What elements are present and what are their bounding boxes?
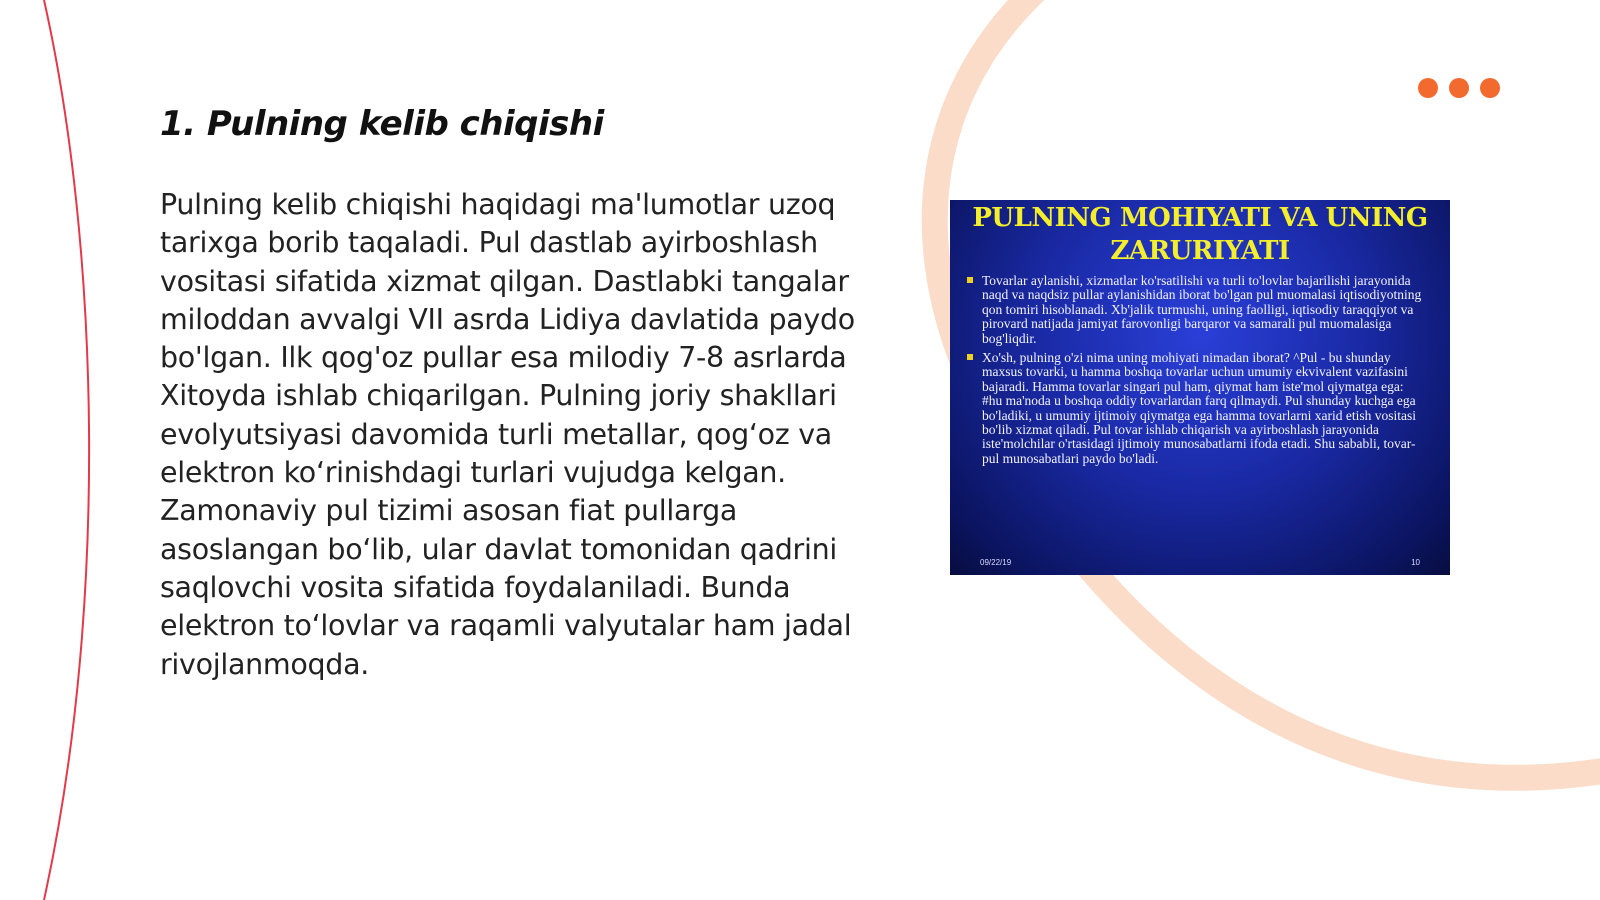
dot bbox=[1449, 78, 1469, 98]
dot bbox=[1480, 78, 1500, 98]
slide-body-text: Pulning kelib chiqishi haqidagi ma'lumotlar uzoq tarixga borib taqaladi. Pul dastlab ayirboshlash vositasi sifatida xizmat qilgan. Dastlabki tangalar miloddan avvalgi VII asrda Lidiya davlatida paydo bo'lgan. Ilk qog'oz pullar esa milodiy 7-8 asrlarda Xitoyda ishlab chiqarilgan. Pulning joriy shakllari evolyutsiyasi davomida turli metallar, qog‘oz va elektron ko‘rinishdagi turlari vujudga kelgan. Zamonaviy pul tizimi asosan fiat pullarga asoslangan bo‘lib, ular davlat tomonidan qadrini saqlovchi vosita sifatida foydalaniladi. Bunda elektron to‘lovlar va raqamli valyutalar ham jadal rivojlanmoqda. bbox=[160, 188, 855, 681]
dots-decoration bbox=[1418, 78, 1500, 98]
image-bullet: Tovarlar aylanishi, xizmatlar ko'rsatilishi va turli to'lovlar bajarilishi jarayonida naqd va naqdsiz pullar aylanishidan iborat bo'lgan pul muomalasi iqtisodiyotning qon tomiri hisoblanadi. Xb'jalik turmushi, uning faolligi, iqtisodiy taraqqiyot va pirovard natijada jamiyat farovonligi barqaror va samarali pul muomalasiga bog'liqdir. bbox=[982, 274, 1426, 346]
slide-title: 1. Pulning kelib chiqishi bbox=[160, 104, 604, 144]
image-title: PULNING MOHIYATI VA UNING ZARURIYATI bbox=[972, 203, 1428, 266]
image-date: 09/22/19 bbox=[980, 558, 1012, 567]
left-curve-line bbox=[44, 0, 89, 900]
dot bbox=[1418, 78, 1438, 98]
image-bullet-list bbox=[950, 274, 1450, 466]
image-bullet: Xo'sh, pulning o'zi nima uning mohiyati nimadan iborat? ^Pul - bu shunday maxsus tovarki, u hamma boshqa tovarlar uchun umumiy ekvivalent vazifasini bajaradi. Hamma tovarlar singari pul ham, qiymat ham iste'mol qiymatga ega: #hu ma'noda u boshqa oddiy tovarlardan farq qilmaydi. Pul shunday kuchga ega bo'ladiki, u umumiy ijtimoiy qiymatga ega hamma tovarlarni xarid etish vositasi bo'lib xizmat qiladi. Pul tovar ishlab chiqarish va ayirboshlash jarayonida iste'molchilar o'rtasidagi ijtimoiy munosabatlarni ifoda etadi. Shu sababli, tovar-pul munosabatlari paydo bo'ladi. bbox=[982, 351, 1426, 466]
image-page-number: 10 bbox=[1411, 558, 1420, 567]
embedded-slide-image bbox=[950, 200, 1450, 575]
